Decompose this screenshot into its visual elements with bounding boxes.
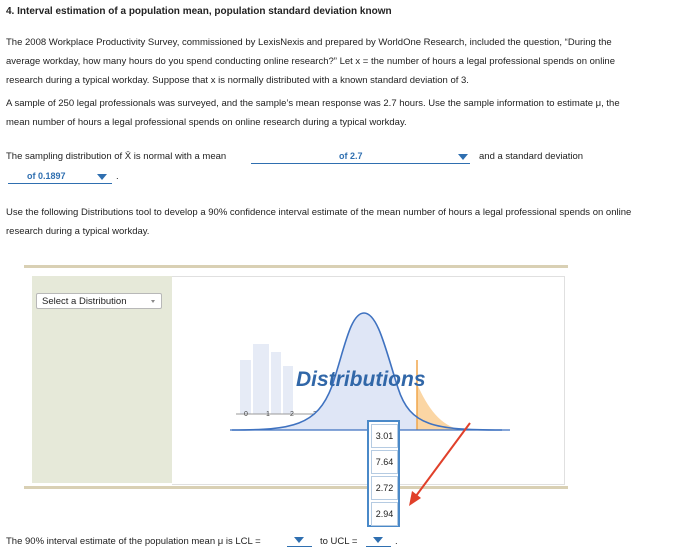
tool-top-border [24, 265, 568, 268]
lcl-select-caret-icon [294, 537, 304, 543]
mean-select-caret-icon [458, 154, 468, 160]
sample-paragraph [6, 94, 690, 132]
mean-select-value: of 2.7 [339, 151, 363, 161]
histogram-bar [283, 366, 293, 414]
dropdown-option[interactable]: 2.94 [371, 502, 398, 526]
mean-select[interactable] [251, 149, 470, 164]
tool-instructions-line-1: Use the following Distributions tool to develop a 90% confidence interval estimate of the mean number of hours a legal professional spends on online [6, 207, 632, 218]
intro-line-2: average workday, how many hours do you spend conducting online research?” Let x = the number of hours a legal professional spends on online [6, 56, 615, 67]
sd-select-value: of 0.1897 [27, 171, 66, 181]
sd-select[interactable] [8, 169, 112, 184]
ucl-select-caret-icon [373, 537, 383, 543]
dropdown-option[interactable]: 2.72 [371, 476, 398, 500]
lcl-select[interactable] [287, 532, 312, 547]
axis-tick-1: 1 [266, 411, 270, 418]
intro-paragraph [6, 33, 690, 90]
sampling-prefix: The sampling distribution of X̄ is normal with a mean [6, 151, 227, 162]
ucl-dropdown-list[interactable] [367, 420, 400, 527]
tool-instructions [6, 203, 690, 241]
histogram-bar [271, 352, 281, 414]
dropdown-option[interactable]: 3.01 [371, 424, 398, 448]
ucl-select[interactable] [366, 532, 391, 547]
sample-line-2: mean number of hours a legal professional spends on online research during a typical workday. [6, 117, 407, 128]
chevron-down-icon [151, 300, 155, 303]
tool-instructions-line-2: research during a typical workday. [6, 226, 150, 237]
dropdown-option[interactable]: 7.64 [371, 450, 398, 474]
annotation-arrow-icon [404, 420, 474, 510]
intro-line-3: research during a typical workday. Suppose that x is normally distributed with a known standard deviation of 3. [6, 75, 469, 86]
select-distribution-label: Select a Distribution [42, 296, 127, 307]
axis-tick-0: 0 [244, 411, 248, 418]
final-middle: to UCL = [320, 536, 358, 547]
sd-select-caret-icon [97, 174, 107, 180]
sampling-middle: and a standard deviation [479, 151, 584, 162]
tool-bottom-border [24, 486, 568, 489]
sd-period: . [116, 171, 119, 182]
question-title: 4. Interval estimation of a population mean, population standard deviation known [6, 6, 392, 17]
axis-tick-2: 2 [290, 411, 294, 418]
histogram-bar [240, 360, 251, 414]
histogram-bar [253, 344, 269, 414]
intro-line-1: The 2008 Workplace Productivity Survey, commissioned by LexisNexis and prepared by WorldOne Research, included the question, “During the [6, 37, 612, 48]
select-distribution-button[interactable] [36, 293, 162, 309]
sample-line-1: A sample of 250 legal professionals was surveyed, and the sample’s mean response was 2.7 hours. Use the sample information to estimate μ, the [6, 98, 620, 109]
final-period: . [395, 536, 398, 547]
final-prefix: The 90% interval estimate of the population mean μ is LCL = [6, 536, 261, 547]
distributions-title: Distributions [296, 368, 426, 391]
